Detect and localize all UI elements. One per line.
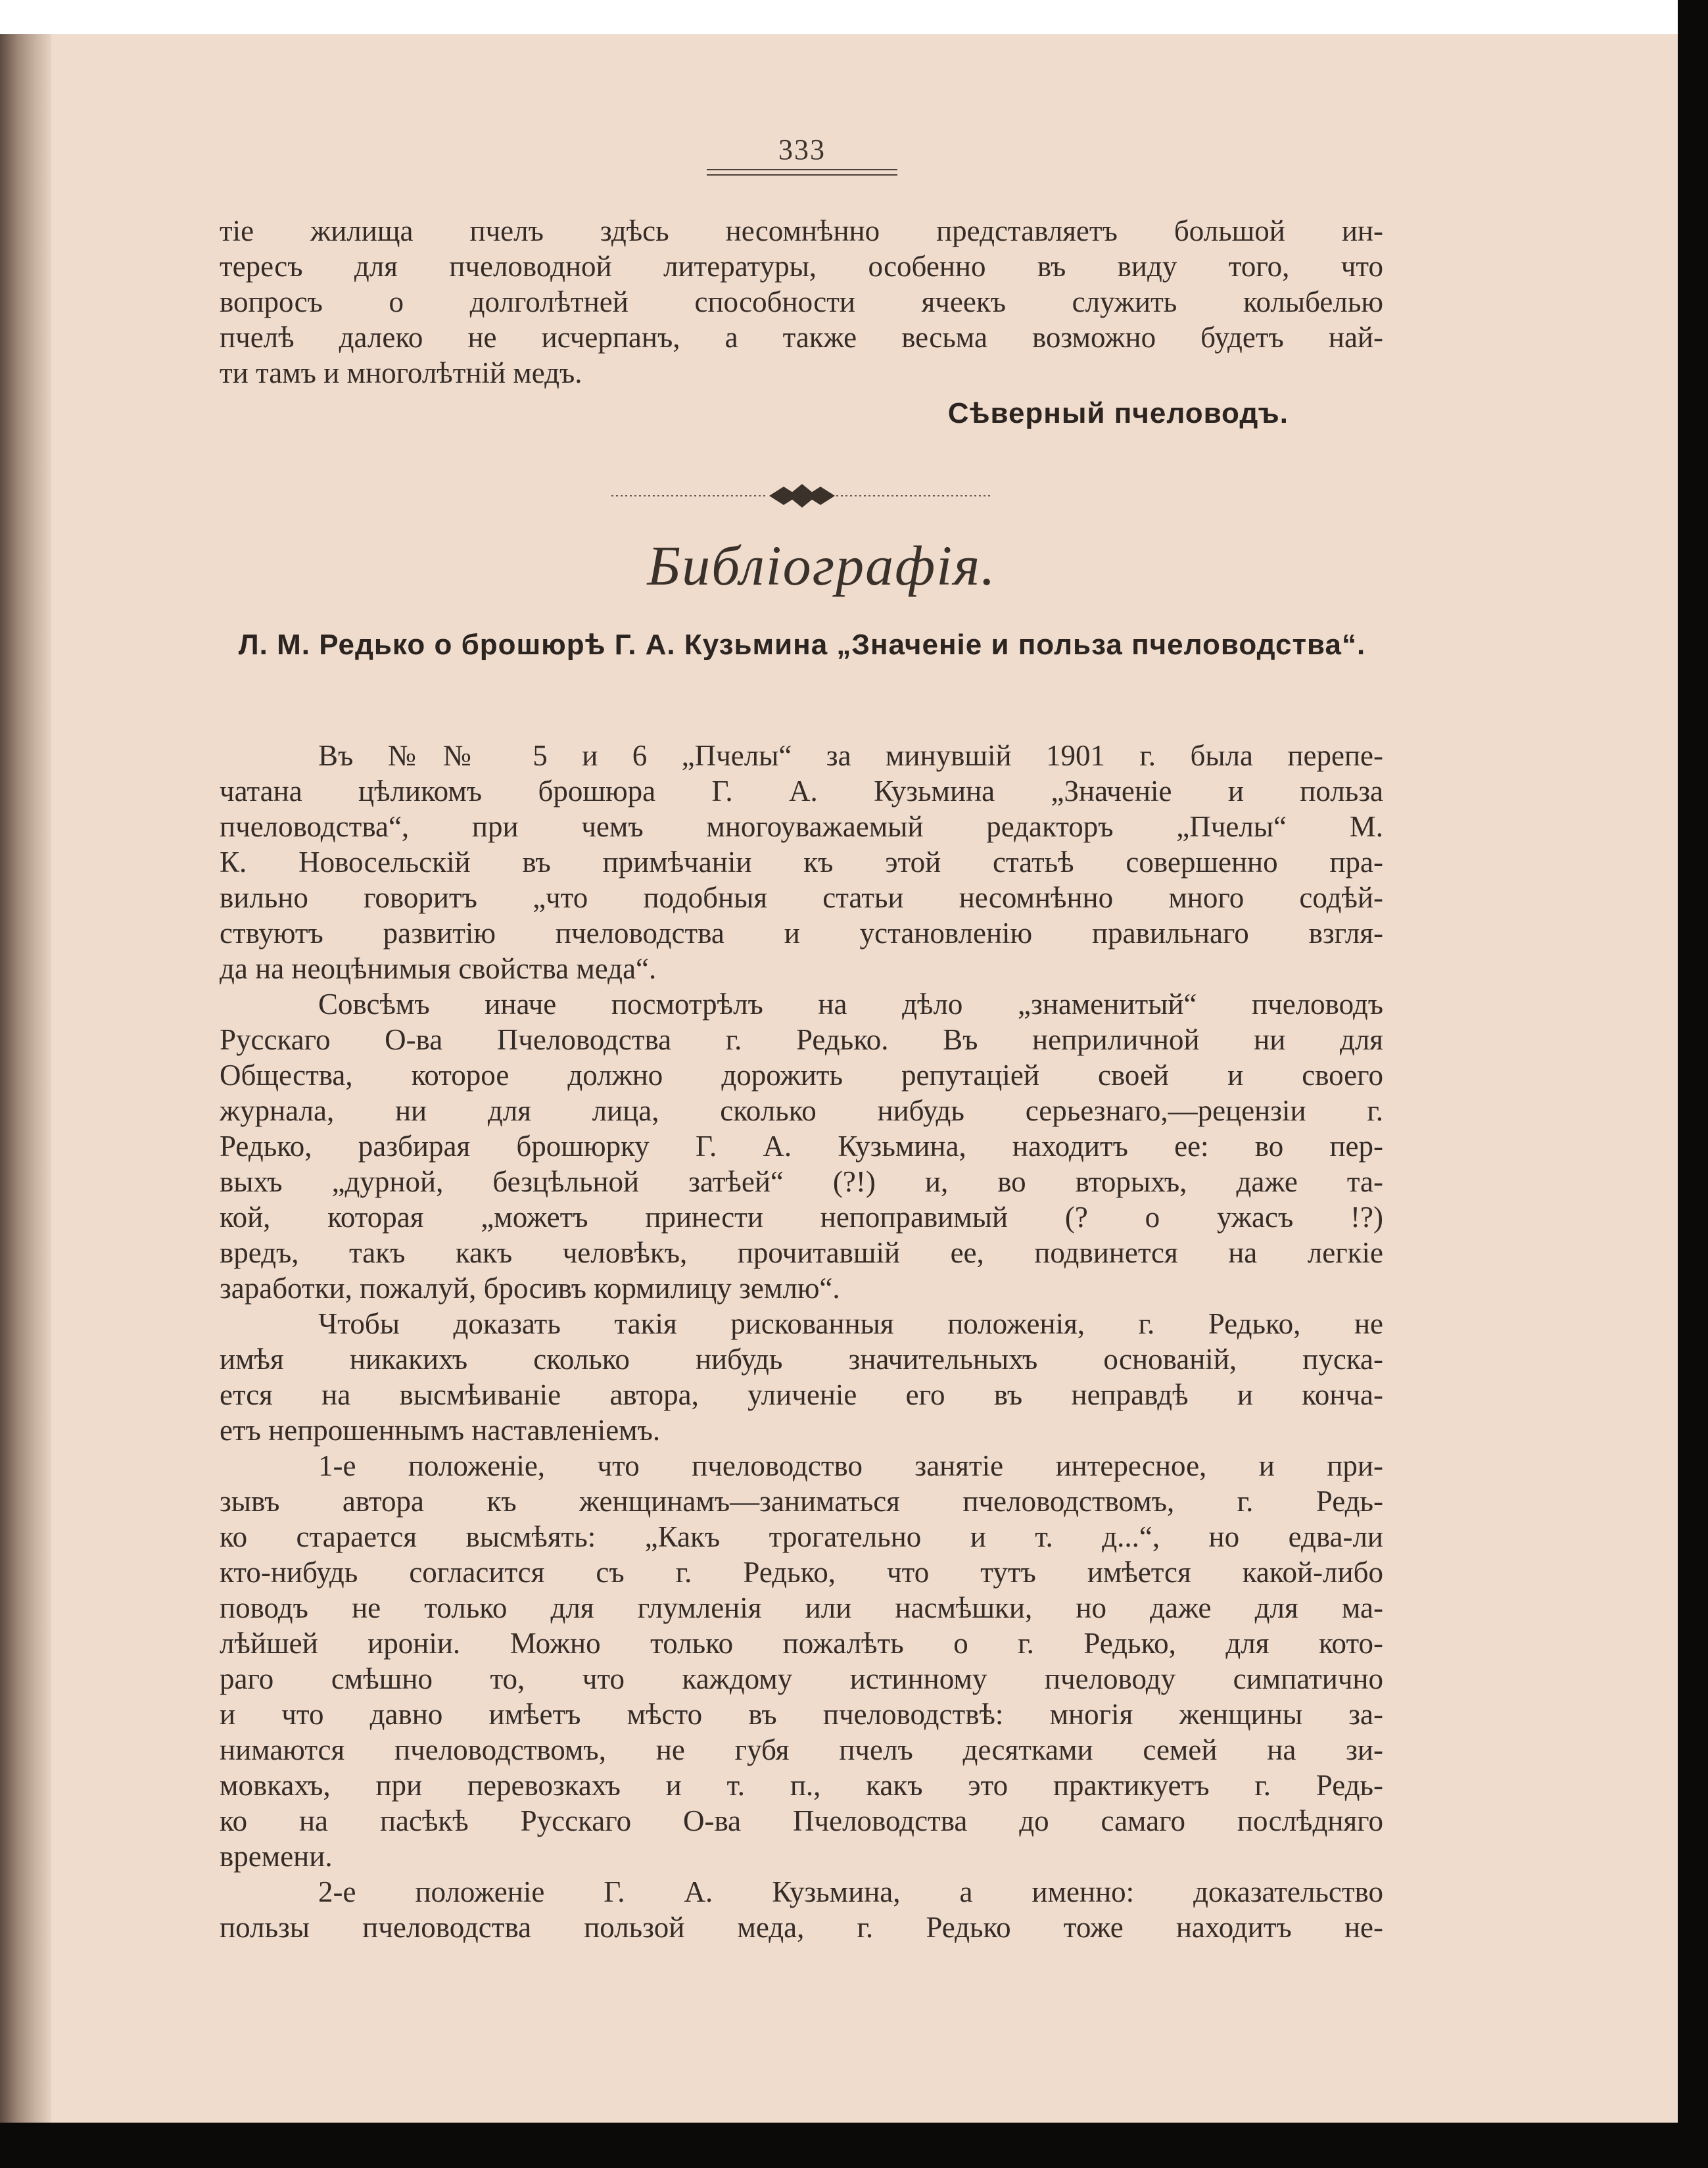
text-line: вопросъ о долголѣтней способности ячеекъ служить колыбелью (220, 285, 1383, 318)
page-number: 333 (778, 133, 826, 166)
text-line: Въ №№ 5 и 6 „Пчелы“ за минувшій 1901 г. была перепе- (318, 739, 1383, 772)
text-line: ко на пасѣкѣ Русскаго О-ва Пчеловодства до самаго послѣдняго (220, 1804, 1383, 1837)
text-line: тересъ для пчеловодной литературы, особенно въ виду того, что (220, 250, 1383, 283)
text-line: вредъ, такъ какъ человѣкъ, прочитавшій ее, подвинется на легкіе (220, 1236, 1383, 1269)
text-line: ти тамъ и многолѣтній медъ. (220, 356, 582, 389)
text-line: лѣйшей ироніи. Можно только пожалѣть о г. Редько, для кото- (220, 1627, 1383, 1660)
page-number-rule-upper (707, 169, 897, 170)
text-line: ствуютъ развитію пчеловодства и установленію правильнаго взгля- (220, 917, 1383, 950)
text-line: пчеловодства“, при чемъ многоуважаемый редакторъ „Пчелы“ М. (220, 810, 1383, 843)
text-line: 2-е положеніе Г. А. Кузьмина, а именно: доказательство (318, 1875, 1383, 1908)
section-title: Библіографія. (647, 534, 997, 597)
text-line: Редько, разбирая брошюрку Г. А. Кузьмина, находитъ ее: во пер- (220, 1130, 1383, 1163)
text-line: пчелѣ далеко не исчерпанъ, а также весьма возможно будетъ най- (220, 321, 1383, 354)
text-line: 1-е положеніе, что пчеловодство занятіе интересное, и при- (318, 1449, 1383, 1482)
text-line: мовкахъ, при перевозкахъ и т. п., какъ это практикуетъ г. Редь- (220, 1769, 1383, 1802)
scan-border-bottom (0, 2123, 1708, 2168)
text-line: Совсѣмъ иначе посмотрѣлъ на дѣло „знаменитый“ пчеловодъ (318, 988, 1383, 1021)
top-paragraph (220, 213, 1383, 391)
text-line: ется на высмѣиваніе автора, уличеніе его въ неправдѣ и конча- (220, 1378, 1383, 1411)
text-line: кой, которая „можетъ принести непоправимый (? о ужасъ !?) (220, 1201, 1383, 1234)
text-line: да на неоцѣнимыя свойства меда“. (220, 952, 657, 985)
text-line: и что давно имѣетъ мѣсто въ пчеловодствѣ: многія женщины за- (220, 1698, 1383, 1731)
page-number-rule-lower (707, 174, 897, 176)
text-line: времени. (220, 1840, 333, 1873)
scan-border-right (1678, 0, 1708, 2168)
ornamental-divider (611, 476, 993, 516)
article-signature: Сѣверный пчеловодъ. (947, 397, 1289, 429)
text-line: имѣя никакихъ сколько нибудь значительныхъ основаній, пуска- (220, 1343, 1383, 1376)
text-line: пользы пчеловодства пользой меда, г. Редько тоже находитъ не- (220, 1911, 1383, 1944)
text-line: ко старается высмѣять: „Какъ трогательно и т. д...“, но едва-ли (220, 1520, 1383, 1553)
book-binding-shadow (0, 34, 51, 2123)
text-line: Чтобы доказать такія рискованныя положенія, г. Редько, не (318, 1307, 1383, 1340)
scan-margin-top (0, 0, 1708, 34)
article-body (220, 738, 1383, 1945)
text-line: кто-нибудь согласится съ г. Редько, что тутъ имѣется какой-либо (220, 1556, 1383, 1589)
text-line: раго смѣшно то, что каждому истинному пчеловоду симпатично (220, 1662, 1383, 1695)
text-line: заработки, пожалуй, бросивъ кормилицу землю“. (220, 1272, 840, 1305)
book-page (0, 34, 1678, 2123)
article-heading: Л. М. Редько о брошюрѣ Г. А. Кузьмина „Значеніе и польза пчеловодства“. (238, 629, 1366, 661)
text-line: выхъ „дурной, безцѣльной затѣей“ (?!) и, во вторыхъ, даже та- (220, 1165, 1383, 1198)
text-line: етъ непрошеннымъ наставленіемъ. (220, 1414, 661, 1447)
text-line: Русскаго О-ва Пчеловодства г. Редько. Въ неприличной ни для (220, 1023, 1383, 1056)
text-line: тіе жилища пчелъ здѣсь несомнѣнно представляетъ большой ин- (220, 214, 1383, 247)
text-line: журнала, ни для лица, сколько нибудь серьезнаго,—рецензіи г. (220, 1094, 1383, 1127)
text-line: зывъ автора къ женщинамъ—заниматься пчеловодствомъ, г. Редь- (220, 1485, 1383, 1518)
text-line: поводъ не только для глумленія или насмѣшки, но даже для ма- (220, 1591, 1383, 1624)
text-line: нимаются пчеловодствомъ, не губя пчелъ десятками семей на зи- (220, 1733, 1383, 1766)
text-line: чатана цѣликомъ брошюра Г. А. Кузьмина „Значеніе и польза (220, 775, 1383, 807)
text-line: Общества, которое должно дорожить репутаціей своей и своего (220, 1059, 1383, 1092)
text-line: К. Новосельскій въ примѣчаніи къ этой статьѣ совершенно пра- (220, 846, 1383, 879)
text-line: вильно говоритъ „что подобныя статьи несомнѣнно много содѣй- (220, 881, 1383, 914)
